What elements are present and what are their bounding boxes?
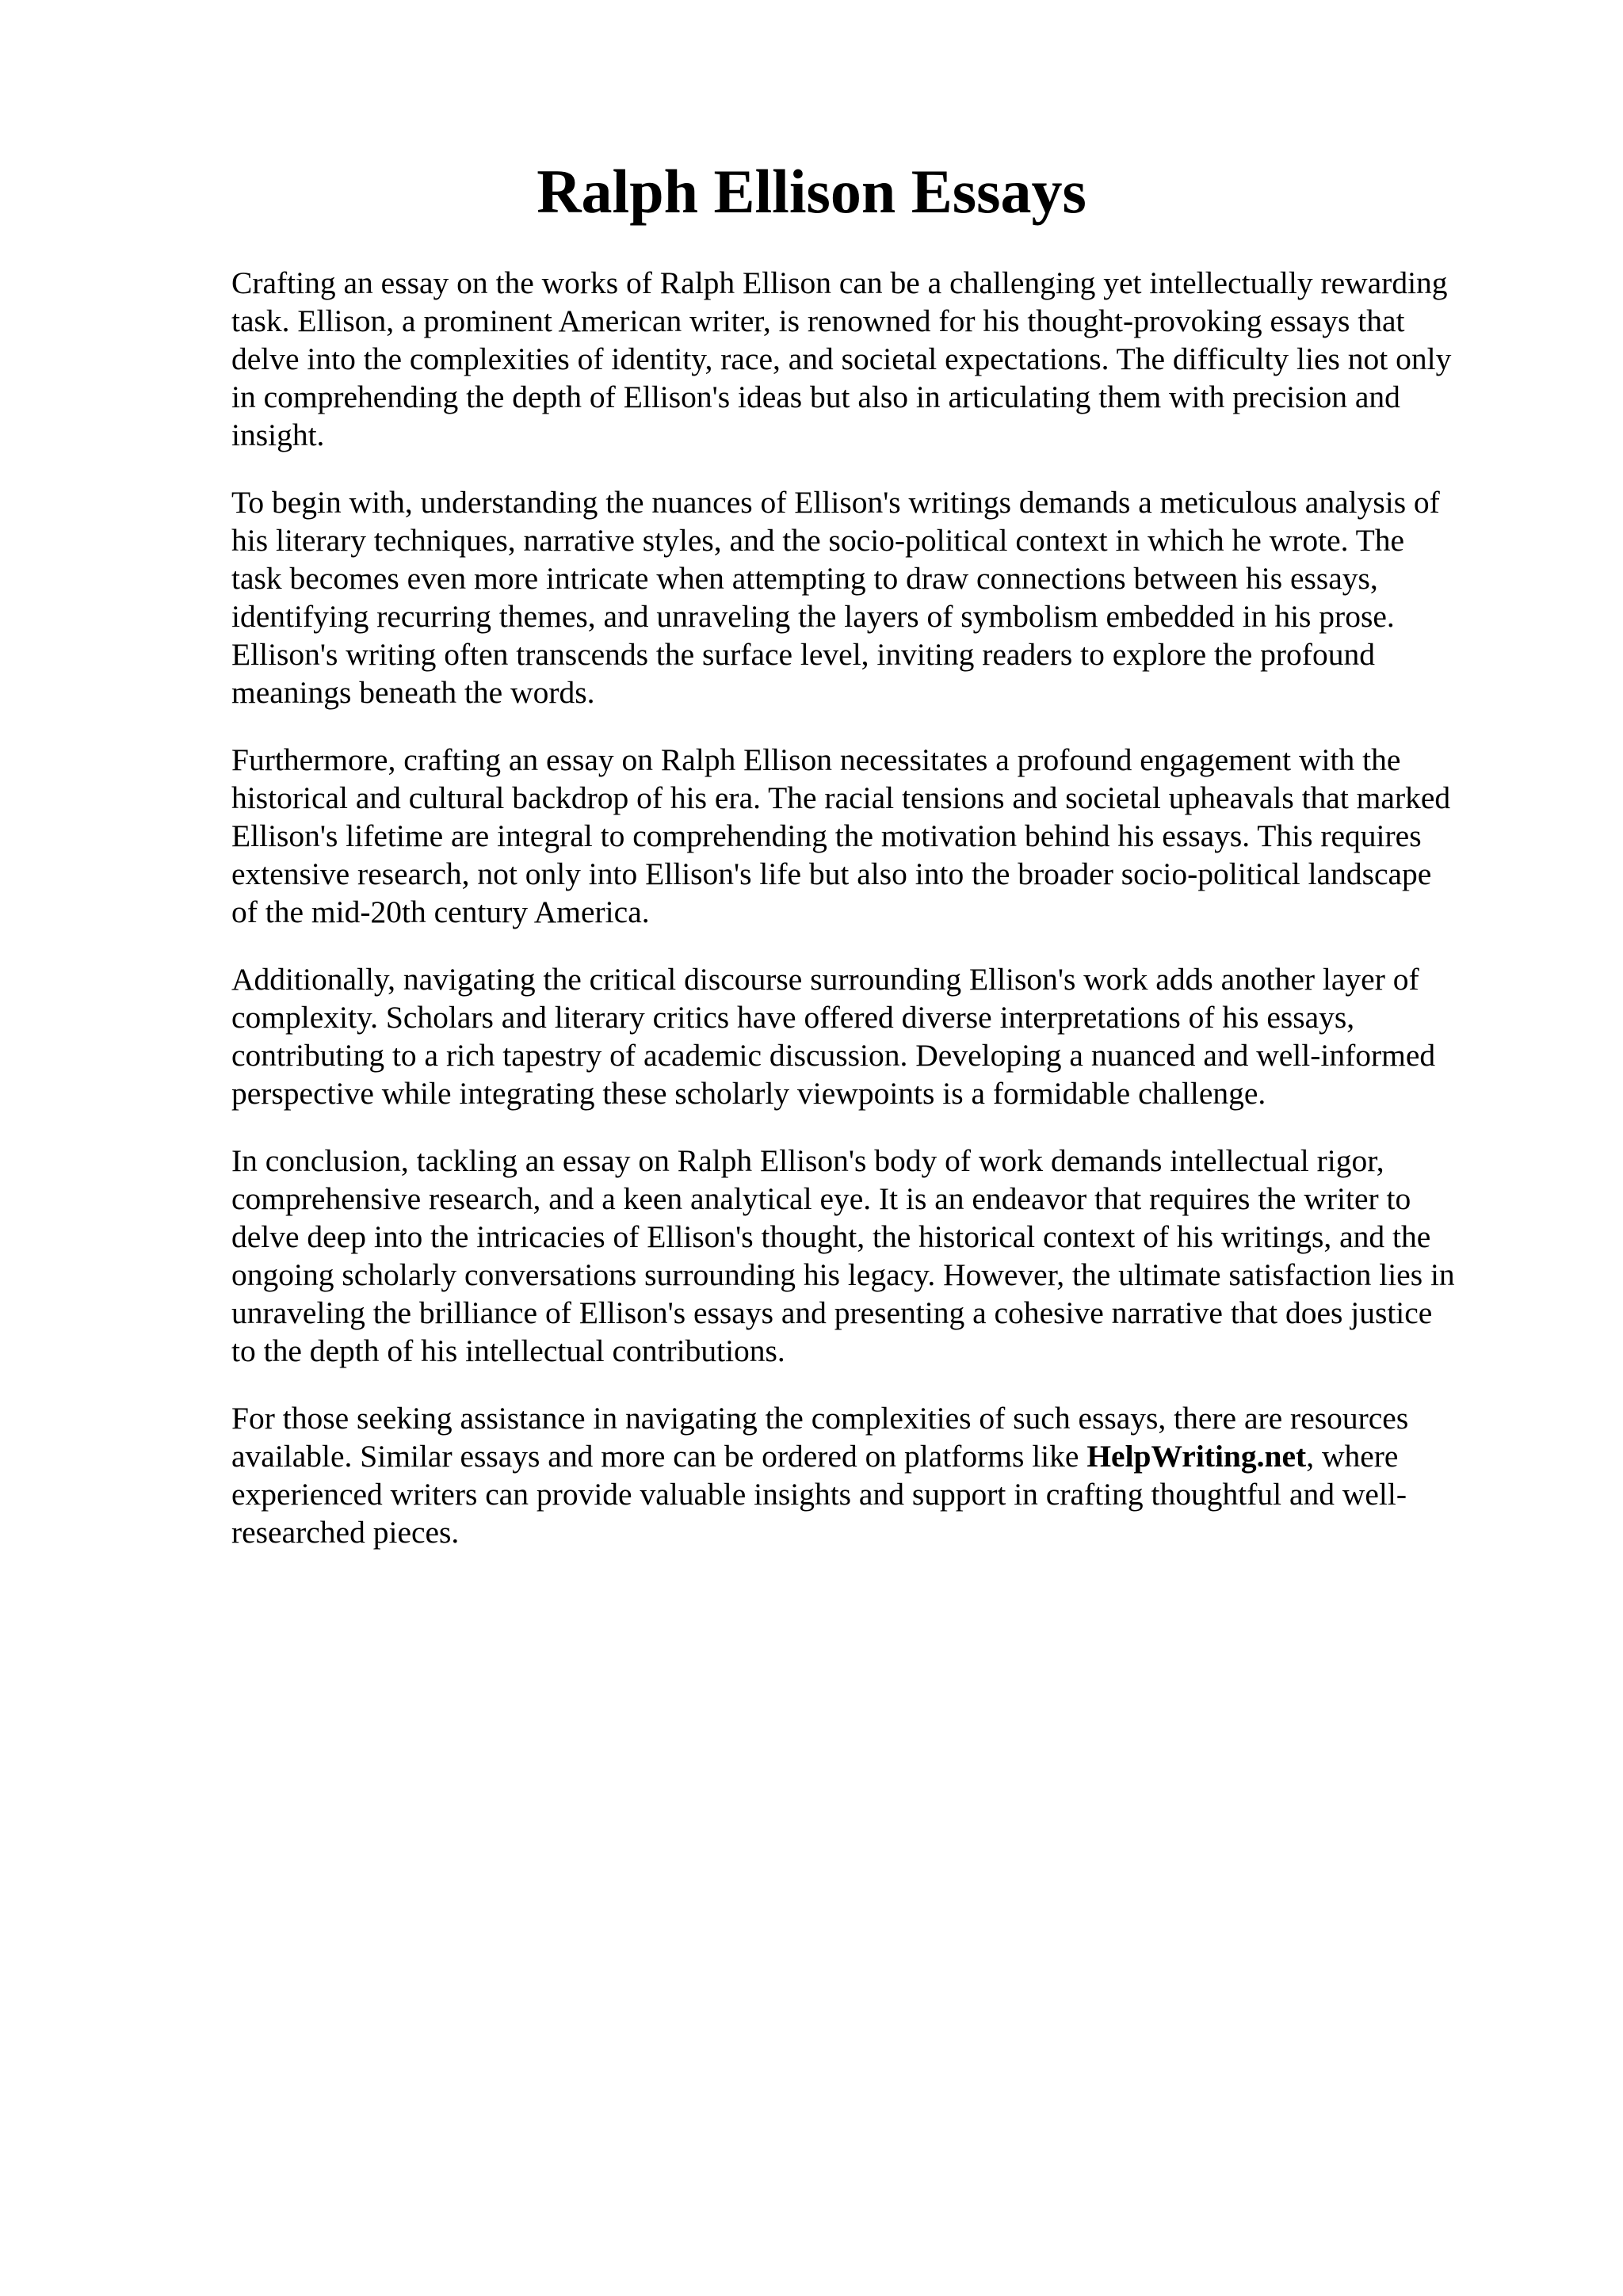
paragraph-line: meanings beneath the words. <box>231 675 595 710</box>
paragraph-4 <box>231 960 1541 1112</box>
paragraph-line: task. Ellison, a prominent American writer, is renowned for his thought-provoking essays that <box>231 303 1405 338</box>
paragraph-line: contributing to a rich tapestry of academic discussion. Developing a nuanced and well-informed <box>231 1038 1436 1073</box>
paragraph-line: complexity. Scholars and literary critics have offered diverse interpretations of his essays, <box>231 1000 1355 1035</box>
paragraph-line: extensive research, not only into Ellison's life but also into the broader socio-political landscape <box>231 856 1432 891</box>
paragraph-line: perspective while integrating these scholarly viewpoints is a formidable challenge. <box>231 1076 1266 1111</box>
paragraph-line: of the mid-20th century America. <box>231 894 650 929</box>
essay-body <box>231 264 1541 1581</box>
paragraph-2 <box>231 483 1541 711</box>
paragraph-line: ongoing scholarly conversations surrounding his legacy. However, the ultimate satisfaction lies in <box>231 1257 1455 1292</box>
paragraph-3 <box>231 741 1541 931</box>
paragraph-line: unraveling the brilliance of Ellison's essays and presenting a cohesive narrative that does justice <box>231 1295 1433 1330</box>
paragraph-line: in comprehending the depth of Ellison's ideas but also in articulating them with precision and <box>231 379 1400 414</box>
paragraph-line: Ellison's lifetime are integral to comprehending the motivation behind his essays. This requires <box>231 818 1422 853</box>
paragraph-line: task becomes even more intricate when attempting to draw connections between his essays, <box>231 561 1378 596</box>
paragraph-line: Crafting an essay on the works of Ralph Ellison can be a challenging yet intellectually rewarding <box>231 265 1448 300</box>
paragraph-line: his literary techniques, narrative styles, and the socio-political context in which he wrote. The <box>231 523 1405 558</box>
paragraph-line: Furthermore, crafting an essay on Ralph Ellison necessitates a profound engagement with the <box>231 742 1401 777</box>
paragraph-5 <box>231 1142 1541 1370</box>
page-title: Ralph Ellison Essays <box>537 157 1086 226</box>
paragraph-line: historical and cultural backdrop of his era. The racial tensions and societal upheavals that marked <box>231 780 1451 815</box>
paragraph-line: delve deep into the intricacies of Ellison's thought, the historical context of his writings, and the <box>231 1219 1431 1254</box>
paragraph-1 <box>231 264 1541 454</box>
paragraph-line: delve into the complexities of identity, race, and societal expectations. The difficulty lies not only <box>231 341 1452 376</box>
paragraph-line: In conclusion, tackling an essay on Ralph Ellison's body of work demands intellectual rigor, <box>231 1143 1384 1178</box>
helpwriting-brand: HelpWriting.net <box>1086 1439 1307 1474</box>
paragraph-line: to the depth of his intellectual contributions. <box>231 1333 785 1368</box>
paragraph-line <box>231 1437 1541 1475</box>
paragraph-line: Additionally, navigating the critical discourse surrounding Ellison's work adds another layer of <box>231 962 1419 997</box>
paragraph-line: insight. <box>231 418 325 452</box>
paragraph-line: researched pieces. <box>231 1515 460 1550</box>
closing-text-after-brand: , where <box>1306 1439 1399 1474</box>
paragraph-closing <box>231 1399 1541 1551</box>
closing-text-before-brand: available. Similar essays and more can be ordered on platforms like <box>231 1439 1087 1474</box>
paragraph-line: comprehensive research, and a keen analytical eye. It is an endeavor that requires the writer to <box>231 1181 1411 1216</box>
paragraph-line: To begin with, understanding the nuances of Ellison's writings demands a meticulous analysis of <box>231 485 1440 520</box>
paragraph-line: experienced writers can provide valuable insights and support in crafting thoughtful and well- <box>231 1477 1407 1512</box>
paragraph-line: For those seeking assistance in navigating the complexities of such essays, there are resources <box>231 1401 1409 1436</box>
paragraph-line: Ellison's writing often transcends the surface level, inviting readers to explore the profound <box>231 637 1375 672</box>
paragraph-line: identifying recurring themes, and unraveling the layers of symbolism embedded in his prose. <box>231 599 1395 634</box>
